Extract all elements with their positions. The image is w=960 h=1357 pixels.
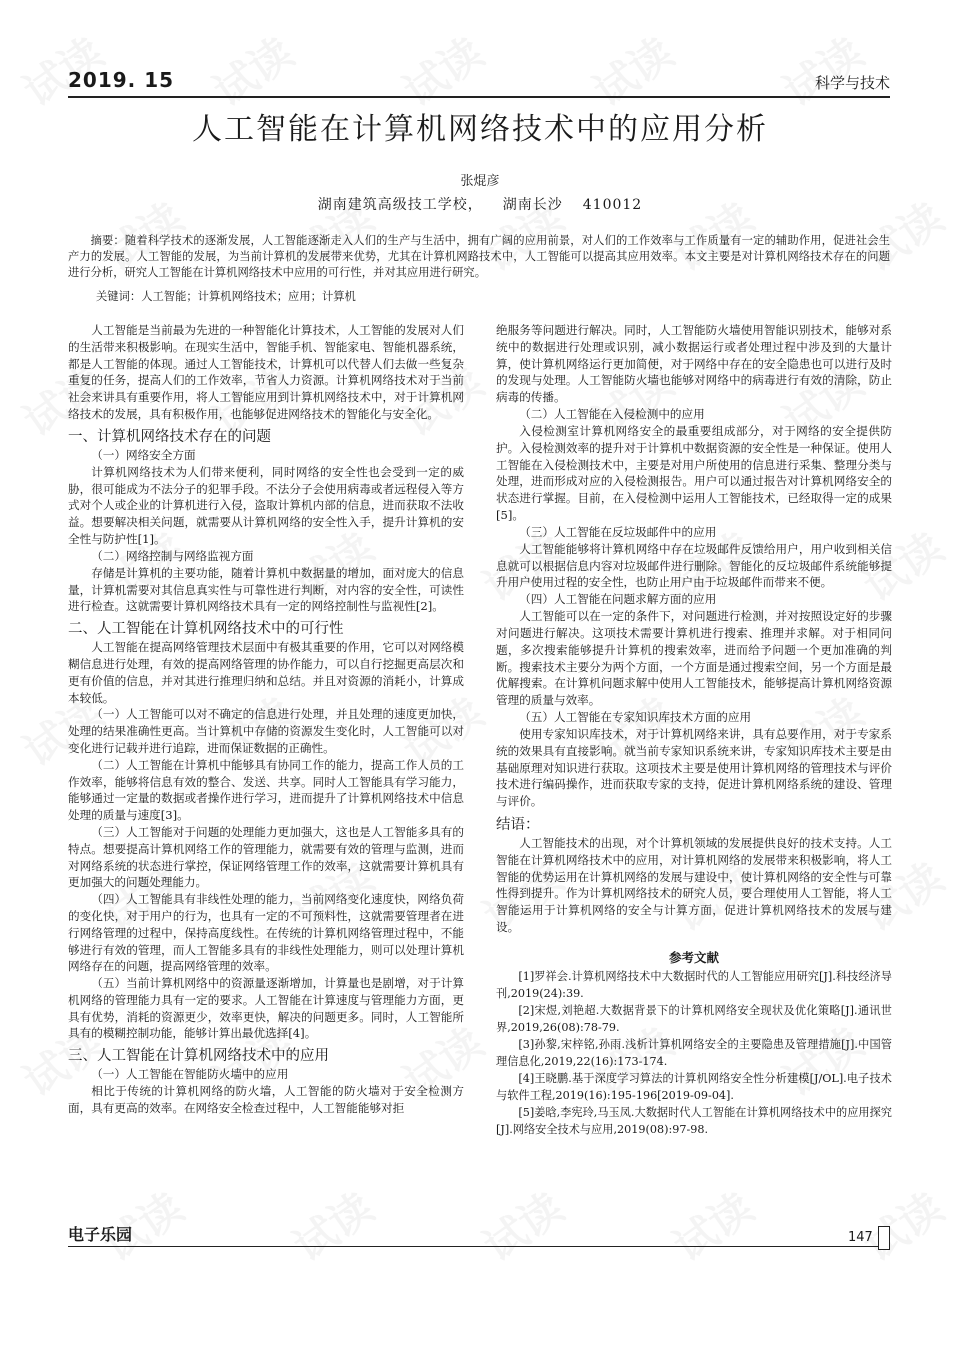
paragraph: 入侵检测室计算机网络安全的最重要组成部分，对于网络的安全提供防护。入侵检测效率的提升对于计算机中数据资源的安全性是一种保证。使用人工智能在入侵检测技术中，主要是对用户所使用的信息进行采集、整理分类与处理，进而形成对应的入侵检测报告。用户可以通过报告对计算机网络安全的状态进行掌握。目前，在入侵检测中运用人工智能技术，已经取得一定的成果[5]。 xyxy=(496,423,892,522)
subsection-heading: （二）网络控制与网络监视方面 xyxy=(91,548,254,563)
footer-brand: 电子乐园 xyxy=(68,1225,133,1244)
watermark-text xyxy=(470,1176,573,1273)
watermark-text xyxy=(660,1176,763,1273)
paragraph: 人工智能能够将计算机网络中存在垃圾邮件反馈给用户，用户收到相关信息就可以根据信息内容对垃圾邮件进行删除。智能化的反垃圾邮件系统能够提升用户使用过程的安全性，也防止用户由于垃圾邮件而带来不便。 xyxy=(496,541,892,590)
subsection-heading: （四）人工智能在问题求解方面的应用 xyxy=(519,592,717,607)
affiliation-city: 湖南长沙 xyxy=(502,197,563,213)
reference-item: [2]宋煜,刘艳超.大数据背景下的计算机网络安全现状及优化策略[J].通讯世界,2019,26(08):78-79. xyxy=(496,1003,892,1034)
reference-item: [4]王晓鹏.基于深度学习算法的计算机网络安全性分析建模[J/OL].电子技术与软件工程,2019(16):195-196[2019-09-04]. xyxy=(496,1071,892,1102)
article-title: 人工智能在计算机网络技术中的应用分析 xyxy=(192,112,768,147)
paragraph: 计算机网络技术为人们带来便利，同时网络的安全性也会受到一定的威胁，很可能成为不法分子的犯罪手段。不法分子会使用病毒或者远程侵入等方式对个人或企业的计算机进行入侵，盗取计算机内部的信息，进而获取不法收益。想要解决相关问题，就需要从计算机网络的安全性入手，提升计算机的安全性与防护性[1]。 xyxy=(68,464,464,546)
affiliation xyxy=(0,194,960,214)
section-1-heading: 一、计算机网络技术存在的问题 xyxy=(68,428,271,445)
author: 张焜彦 xyxy=(460,174,500,189)
paragraph: 存储是计算机的主要功能，随着计算机中数据量的增加，面对庞大的信息量，计算机需要对其信息真实性与可靠性进行判断，对内容的安全性，可读性进行检查。这就需要计算机网络技术具有一定的网络控制性与监视性[2]。 xyxy=(68,565,464,614)
right-column xyxy=(496,322,892,1138)
paragraph: 相比于传统的计算机网络的防火墙，人工智能的防火墙对于安全检测方面，具有更高的效率。在网络安全检查过程中，人工智能能够对拒 xyxy=(68,1084,464,1116)
paragraph: （二）人工智能在计算机中能够具有协同工作的能力，提高工作人员的工作效率，能够将信息有效的整合、发送、共享。同时人工智能具有学习能力，能够通过一定量的数据或者操作进行学习，进而提升了计算机网络技术中信息处理的质量与速度[3]。 xyxy=(68,757,464,823)
paragraph: 人工智能可以在一定的条件下，对问题进行检测，并对按照设定好的步骤对问题进行解决。这项技术需要计算机进行搜索、推理并求解。对于相同问题，多次搜索能够提升计算机的搜索效率，进而给予问题一个更加准确的判断。搜索技术主要分为两个方面，一个方面是通过搜索空间，另一个方面是最优解搜索。在计算机问题求解中使用人工智能技术，能够提高计算机网络资源管理的质量与效率。 xyxy=(496,609,892,708)
page-box xyxy=(878,1226,890,1250)
affiliation-org: 湖南建筑高级技工学校， xyxy=(317,197,483,213)
references-heading: 参考文献 xyxy=(668,949,719,965)
paragraph: （一）人工智能可以对不确定的信息进行处理，并且处理的速度更加快，处理的结果准确性更高。当计算机中存储的资源发生变化时，人工智能可以对变化进行记载并进行追踪，进而保证数据的正确性。 xyxy=(68,707,464,755)
reference-item: [5]姜晗,李宪玲,马玉凤.大数据时代人工智能在计算机网络技术中的应用探究[J].网络安全技术与应用,2019(08):97-98. xyxy=(496,1105,892,1136)
abstract: 摘要：随着科学技术的逐渐发展，人工智能逐渐走入人们的生产与生活中，拥有广阔的应用前景，对人们的工作效率与工作质量有一定的辅助作用，促进社会生产力的发展。人工智能的发展，为当前计算机的发展带来优势，尤其在计算机网路技术中，人工智能可以提高其应用效率。本文主要是对计算机网络技术存在的问题进行分析，研究人工智能在计算机网络技术中应用的可行性，并对其应用进行研究。 xyxy=(68,234,890,279)
paragraph: （四）人工智能具有非线性处理的能力，当前网络变化速度快，网络负荷的变化快，对于用户的行为，也具有一定的不可预料性，这就需要管理者在进行网络管理的过程中，保持高度线性。在传统的计算机网络管理过程中，不能够进行有效的管理，而人工智能多具有的非线性处理能力，则可以处理计算机网络存在的问题，提高网络管理的效率。 xyxy=(68,892,464,974)
affiliation-zip: 410012 xyxy=(582,197,643,213)
footer-rule xyxy=(68,1246,880,1247)
page-number: 147 xyxy=(848,1230,873,1245)
section-2-heading: 二、人工智能在计算机网络技术中的可行性 xyxy=(68,621,344,638)
paragraph: 人工智能在提高网络管理技术层面中有极其重要的作用，它可以对网络模糊信息进行处理，有效的提高网络管理的协作能力，可以自行挖掘更高层次和更有价值的信息，并对其进行推理归纳和总结。并且对资源的消耗小，计算成本较低。 xyxy=(68,640,464,705)
left-column xyxy=(68,322,464,1117)
watermark-text xyxy=(280,1176,383,1273)
conclusion-heading: 结语： xyxy=(496,816,540,833)
subsection-heading: （一）网络安全方面 xyxy=(91,447,196,462)
paragraph: （三）人工智能对于问题的处理能力更加强大，这也是人工智能多具有的特点。想要提高计算机网络工作的管理能力，就需要有效的管理与监测，进而对网络系统的状态进行掌控，保证网络管理工作的效率，这就需要计算机具有更加强大的问题处理能力。 xyxy=(68,824,464,890)
issue-number: 2019. 15 xyxy=(68,68,175,92)
subsection-heading: （五）人工智能在专家知识库技术方面的应用 xyxy=(519,709,752,724)
reference-item: [3]孙黎,宋梓铭,孙雨.浅析计算机网络安全的主要隐患及管理措施[J].中国管理信息化,2019,22(16):173-174. xyxy=(496,1037,892,1068)
keywords: 关键词：人工智能；计算机网络技术；应用；计算机 xyxy=(96,290,356,303)
subsection-heading: （一）人工智能在智能防火墙中的应用 xyxy=(91,1067,289,1082)
header-rule xyxy=(68,96,890,98)
paragraph: 使用专家知识库技术，对于计算机网络来讲，具有总要作用，对于专家系统的效果具有直接影响。就当前专家知识系统来讲，专家知识库技术主要是由基础原理对知识进行获取。这项技术主要是使用计算机网络的管理技术与评价技术进行编码操作，进而获取专家的支持，促进计算机网络系统的建设、管理与评价。 xyxy=(496,726,892,809)
subsection-heading: （三）人工智能在反垃圾邮件中的应用 xyxy=(519,524,717,539)
subsection-heading: （二）人工智能在入侵检测中的应用 xyxy=(519,406,705,421)
watermark-text xyxy=(850,1176,953,1273)
reference-item: [1]罗祥会.计算机网络技术中大数据时代的人工智能应用研究[J].科技经济导刊,2019(24):39. xyxy=(496,969,892,1000)
paragraph: 绝服务等问题进行解决。同时，人工智能防火墙使用智能识别技术，能够对系统中的数据进行处理或识别，减小数据运行或者处理过程中涉及到的大量计算，使计算机网络运行更加简便，对于网络中存在的安全隐患也可以进行及时的发现与处理。人工智能防火墙也能够对网络中的病毒进行有效的清除，防止病毒的传播。 xyxy=(496,323,892,405)
column-name: 科学与技术 xyxy=(814,74,890,92)
intro-paragraph: 人工智能是当前最为先进的一种智能化计算技术，人工智能的发展对人们的生活带来积极影响。在现实生活中，智能手机、智能家电、智能机器系统，都是人工智能的体现。通过人工智能技术，计算机可以代替人们去做一些复杂重复的任务，提高人们的工作效率，节省人力资源。计算机网络技术对于当前社会来讲具有重要作用，将人工智能应用到计算机网络技术中，对于计算机网络技术的发展，具有积极作用，也能够促进网络技术的智能化与安全化。 xyxy=(68,323,464,421)
paragraph: （五）当前计算机网络中的资源量逐渐增加，计算量也是剧增，对于计算机网络的管理能力具有一定的要求。人工智能在计算速度与管理能力方面，更具有优势，消耗的资源更少，效率更快，解决的问题更多。同时，人工智能所具有的模糊控制功能，能够计算出最优选择[4]。 xyxy=(68,976,464,1041)
conclusion-paragraph: 人工智能技术的出现，对个计算机领域的发展提供良好的技术支持。人工智能在计算机网络技术中的应用，对计算机网络的发展带来积极影响，将人工智能的优势运用在计算机网络的发展与建设中，使计算机网络的安全性与可靠性得到提升。作为计算机网络技术的研究人员，要合理使用人工智能，将人工智能运用于计算机网络的安全与计算方面，促进计算机网络技术的发展与建设。 xyxy=(496,835,892,934)
section-3-heading: 三、人工智能在计算机网络技术中的应用 xyxy=(68,1048,329,1065)
